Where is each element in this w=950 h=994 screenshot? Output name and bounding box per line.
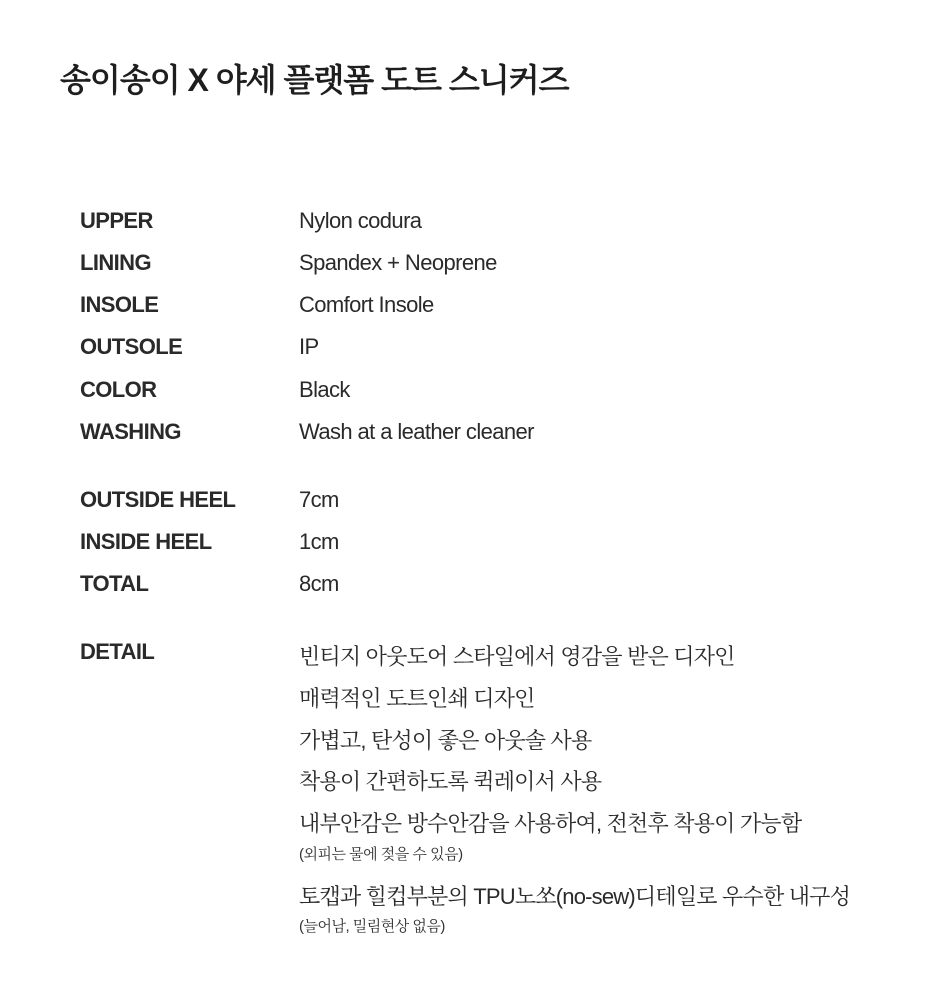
spec-label: LINING [80, 250, 151, 275]
spec-row-washing [80, 419, 900, 449]
spec-row-insole [80, 292, 900, 322]
spec-row-color [80, 377, 900, 407]
spec-label: TOTAL [80, 571, 149, 596]
spec-label: INSOLE [80, 292, 159, 317]
spec-row-outside-heel [80, 487, 900, 517]
detail-line: 가볍고, 탄성이 좋은 아웃솔 사용 [299, 728, 592, 753]
spec-row-upper [80, 208, 900, 238]
spec-label: WASHING [80, 419, 181, 444]
detail-label: DETAIL [80, 639, 155, 664]
detail-line: 매력적인 도트인쇄 디자인 [299, 686, 535, 711]
spec-label: UPPER [80, 208, 153, 233]
spec-value: Nylon codura [299, 208, 422, 233]
spec-label: OUTSOLE [80, 334, 183, 359]
spec-value: IP [299, 334, 319, 359]
spec-value: Wash at a leather cleaner [299, 419, 534, 444]
spec-value: 1cm [299, 529, 339, 554]
spec-row-total [80, 571, 900, 601]
spec-row-lining [80, 250, 900, 280]
spec-row-inside-heel [80, 529, 900, 559]
detail-line: 착용이 간편하도록 퀵레이서 사용 [299, 769, 602, 794]
spec-label: OUTSIDE HEEL [80, 487, 236, 512]
spec-row-outsole [80, 334, 900, 364]
spec-value: 7cm [299, 487, 339, 512]
spec-value: 8cm [299, 571, 339, 596]
spec-value: Comfort Insole [299, 292, 434, 317]
spec-value: Black [299, 377, 350, 402]
detail-line: 빈티지 아웃도어 스타일에서 영감을 받은 디자인 [299, 644, 735, 669]
detail-note: (외피는 물에 젖을 수 있음) [299, 846, 463, 863]
detail-line: 토캡과 힐컵부분의 TPU노쏘(no-sew)디테일로 우수한 내구성 [299, 884, 851, 909]
spec-value: Spandex + Neoprene [299, 250, 497, 275]
product-title: 송이송이 X 야세 플랫폼 도트 스니커즈 [60, 62, 569, 98]
detail-note: (늘어남, 밀림현상 없음) [299, 918, 445, 935]
spec-label: COLOR [80, 377, 157, 402]
detail-line: 내부안감은 방수안감을 사용하여, 전천후 착용이 가능함 [299, 811, 802, 836]
spec-label: INSIDE HEEL [80, 529, 212, 554]
